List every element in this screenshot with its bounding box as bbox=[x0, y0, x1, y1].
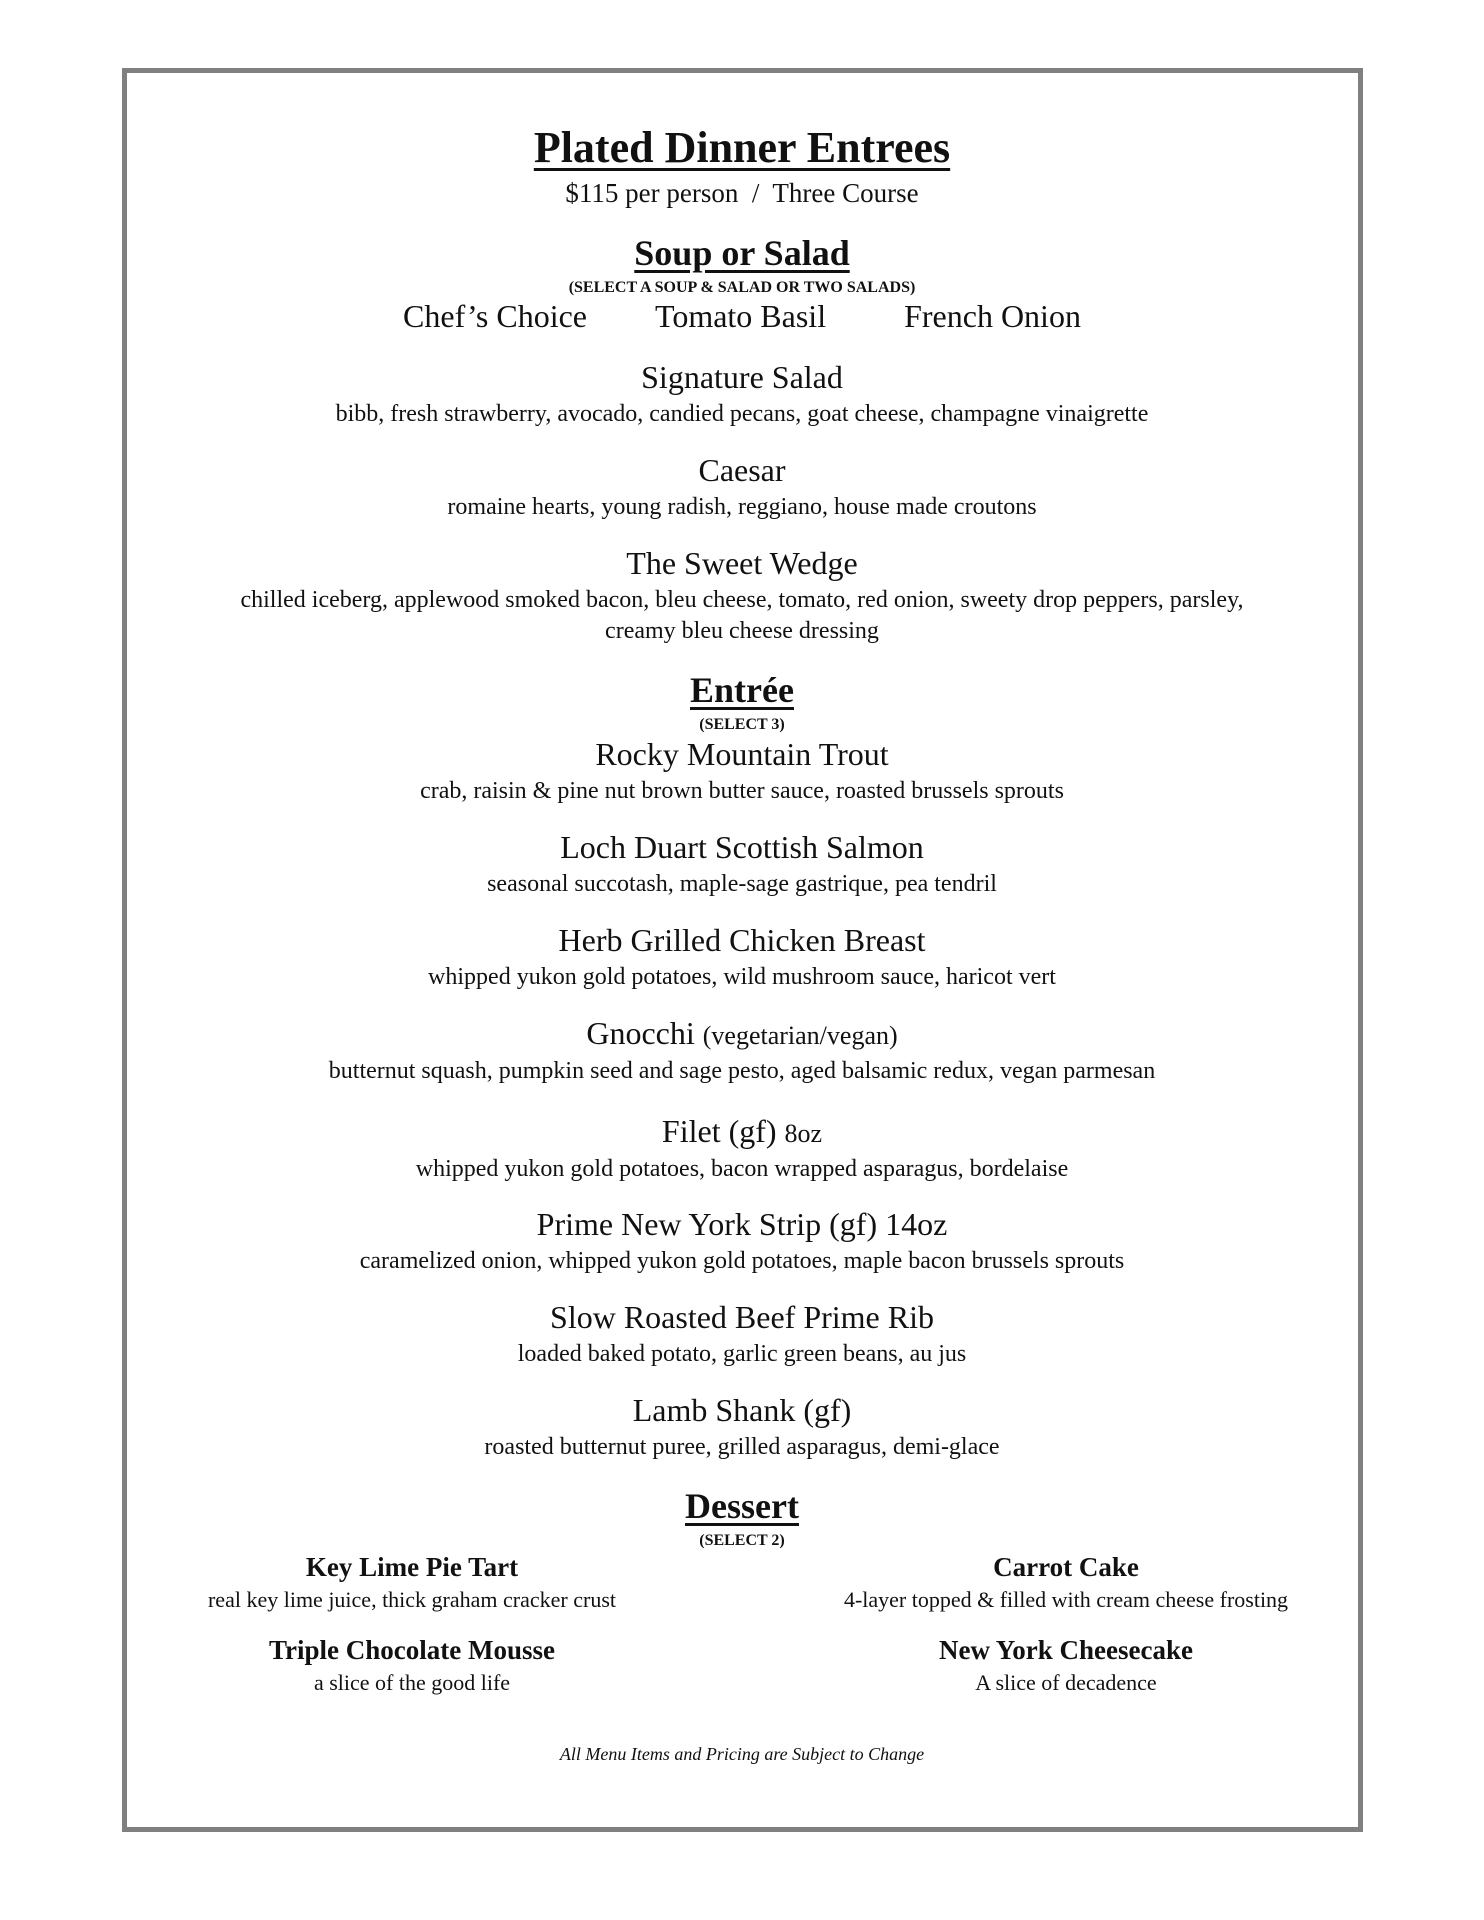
salad-name: Signature Salad bbox=[641, 359, 843, 395]
dessert-instruction: (SELECT 2) bbox=[699, 1532, 785, 1549]
entree-portion-note: 8oz bbox=[784, 1119, 823, 1148]
entree-desc: whipped yukon gold potatoes, wild mushroom sauce, haricot vert bbox=[428, 964, 1056, 990]
soup-options-row bbox=[0, 298, 1484, 335]
entree-name: Slow Roasted Beef Prime Rib bbox=[550, 1299, 934, 1335]
page-title: Plated Dinner Entrees bbox=[533, 123, 951, 172]
entree-name: Filet (gf) bbox=[661, 1113, 777, 1149]
soup-option: French Onion bbox=[904, 298, 1081, 334]
soup-option: Chef’s Choice bbox=[403, 298, 587, 334]
salad-name: Caesar bbox=[698, 452, 786, 488]
section-heading-dessert: Dessert bbox=[685, 1486, 799, 1526]
entree-instruction: (SELECT 3) bbox=[699, 716, 785, 733]
soup-salad-instruction: (SELECT A SOUP & SALAD OR TWO SALADS) bbox=[568, 279, 916, 296]
entree-desc: crab, raisin & pine nut brown butter sauce, roasted brussels sprouts bbox=[420, 778, 1064, 804]
entree-name: Rocky Mountain Trout bbox=[595, 736, 889, 772]
salad-desc: romaine hearts, young radish, reggiano, house made croutons bbox=[447, 494, 1037, 520]
dessert-name: Carrot Cake bbox=[993, 1552, 1139, 1582]
entree-name: Prime New York Strip (gf) 14oz bbox=[536, 1206, 948, 1242]
entree-name: Gnocchi bbox=[586, 1015, 695, 1051]
dessert-desc: a slice of the good life bbox=[313, 1670, 511, 1695]
dessert-desc: A slice of decadence bbox=[975, 1670, 1157, 1695]
salad-desc: bibb, fresh strawberry, avocado, candied pecans, goat cheese, champagne vinaigrette bbox=[335, 401, 1149, 427]
entree-name-row bbox=[0, 1113, 1484, 1150]
dessert-name: Key Lime Pie Tart bbox=[305, 1552, 519, 1582]
entree-desc: loaded baked potato, garlic green beans, au jus bbox=[517, 1341, 967, 1367]
entree-desc: whipped yukon gold potatoes, bacon wrapped asparagus, bordelaise bbox=[415, 1156, 1069, 1182]
dessert-name: Triple Chocolate Mousse bbox=[269, 1635, 555, 1665]
entree-name: Lamb Shank (gf) bbox=[632, 1392, 852, 1428]
entree-diet-note: (vegetarian/vegan) bbox=[702, 1021, 898, 1050]
entree-desc: butternut squash, pumpkin seed and sage pesto, aged balsamic redux, vegan parmesan bbox=[328, 1058, 1156, 1084]
section-heading-entree: Entrée bbox=[690, 670, 794, 710]
entree-desc: caramelized onion, whipped yukon gold potatoes, maple bacon brussels sprouts bbox=[359, 1248, 1125, 1274]
dessert-name: New York Cheesecake bbox=[939, 1635, 1193, 1665]
footer-disclaimer: All Menu Items and Pricing are Subject to Change bbox=[559, 1744, 925, 1764]
dessert-desc: 4-layer topped & filled with cream cheese frosting bbox=[843, 1587, 1289, 1612]
salad-name: The Sweet Wedge bbox=[626, 545, 858, 581]
entree-desc: seasonal succotash, maple-sage gastrique, pea tendril bbox=[487, 871, 997, 897]
soup-option: Tomato Basil bbox=[655, 298, 827, 334]
entree-name-row bbox=[0, 1015, 1484, 1052]
salad-desc: chilled iceberg, applewood smoked bacon, bleu cheese, tomato, red onion, sweety drop peppers, parsley, bbox=[240, 587, 1244, 613]
salad-desc-continued: creamy bleu cheese dressing bbox=[605, 618, 879, 644]
section-heading-soup-salad: Soup or Salad bbox=[634, 233, 850, 273]
price-subtitle: $115 per person / Three Course bbox=[565, 178, 919, 208]
entree-desc: roasted butternut puree, grilled asparagus, demi-glace bbox=[484, 1434, 1000, 1460]
entree-name: Loch Duart Scottish Salmon bbox=[560, 829, 924, 865]
dessert-desc: real key lime juice, thick graham cracker crust bbox=[207, 1587, 617, 1612]
entree-name: Herb Grilled Chicken Breast bbox=[558, 922, 926, 958]
